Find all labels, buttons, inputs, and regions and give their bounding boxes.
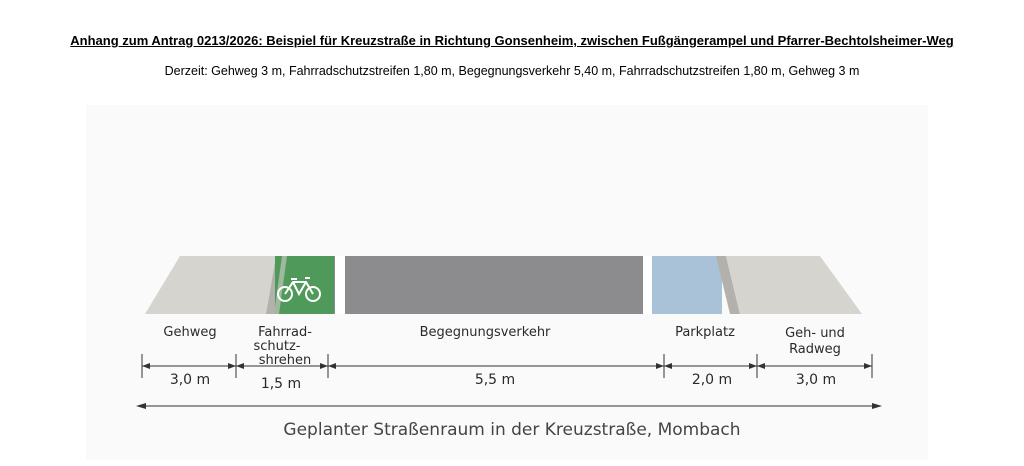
- width-begegnungsverkehr: 5,5 m: [474, 372, 516, 388]
- label-geh-und-radweg: Geh- und Radweg: [785, 326, 845, 357]
- lane-marking-left: [335, 256, 345, 314]
- width-parkplatz: 2,0 m: [691, 372, 733, 388]
- label-parkplatz: Parkplatz: [675, 325, 735, 340]
- width-gehweg: 3,0 m: [169, 372, 211, 388]
- sidewalk-left: [145, 256, 276, 314]
- heading-title: Anhang zum Antrag 0213/2026: Beispiel für Kreuzstraße in Richtung Gonsenheim, zwischen Fußgängerampel und Pfarrer-Bechtolsheimer-Weg: [70, 33, 954, 48]
- label-fahrradschutzstreifen: Fahrrad- schutz- shrehen: [253, 325, 312, 368]
- width-geh-und-radweg: 3,0 m: [795, 372, 837, 388]
- lane-marking-right: [643, 256, 652, 314]
- width-fahrradschutzstreifen: 1,5 m: [260, 376, 302, 392]
- roadway: [334, 256, 646, 314]
- diagram-caption: Geplanter Straßenraum in der Kreuzstraße, Mombach: [283, 420, 741, 440]
- label-gehweg: Gehweg: [163, 325, 217, 340]
- sidewalk-right: [726, 256, 862, 314]
- overall-width-line: [136, 403, 882, 409]
- parking-lane: [652, 256, 722, 314]
- current-dimensions-text: Derzeit: Gehweg 3 m, Fahrradschutzstreifen 1,80 m, Begegnungsverkehr 5,40 m, Fahrradschutzstreifen 1,80 m, Gehweg 3 m: [164, 64, 860, 78]
- label-begegnungsverkehr: Begegnungsverkehr: [419, 325, 551, 340]
